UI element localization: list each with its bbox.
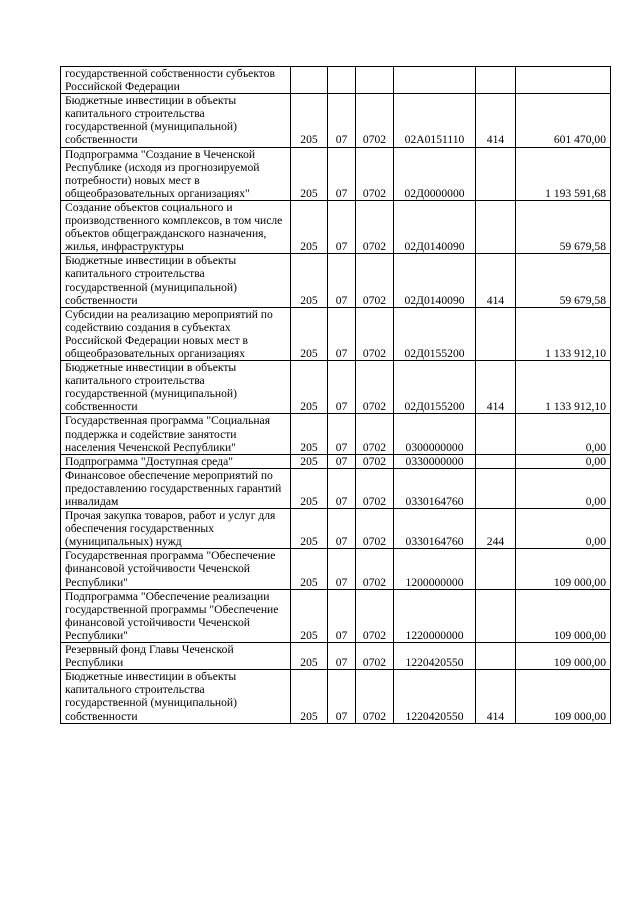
row-csr: 0330000000 xyxy=(394,454,476,468)
row-name: Государственная программа "Обеспечение финансовой устойчивости Чеченской Республики" xyxy=(61,549,291,589)
row-csr: 02Д0155200 xyxy=(394,307,476,360)
row-ved xyxy=(291,67,328,94)
row-rz: 07 xyxy=(328,454,356,468)
row-rz: 07 xyxy=(328,549,356,589)
row-prz: 0702 xyxy=(356,509,394,549)
row-vr xyxy=(476,468,516,508)
row-prz: 0702 xyxy=(356,454,394,468)
row-sum: 0,00 xyxy=(516,414,611,454)
row-ved: 205 xyxy=(291,549,328,589)
row-ved: 205 xyxy=(291,361,328,414)
row-rz: 07 xyxy=(328,414,356,454)
row-csr: 1220000000 xyxy=(394,589,476,642)
table-row xyxy=(61,549,611,589)
row-sum: 1 133 912,10 xyxy=(516,361,611,414)
row-name: Прочая закупка товаров, работ и услуг для обеспечения государственных (муниципальных) нужд xyxy=(61,509,291,549)
row-rz: 07 xyxy=(328,94,356,147)
row-csr: 0300000000 xyxy=(394,414,476,454)
row-name: Подпрограмма "Обеспечение реализации государственной программы "Обеспечение финансовой устойчивости Чеченской Республики" xyxy=(61,589,291,642)
table-row xyxy=(61,361,611,414)
row-name: Бюджетные инвестиции в объекты капитального строительства государственной (муниципальной) собственности xyxy=(61,361,291,414)
row-prz: 0702 xyxy=(356,414,394,454)
row-vr xyxy=(476,67,516,94)
table-row xyxy=(61,454,611,468)
row-prz: 0702 xyxy=(356,200,394,253)
row-prz xyxy=(356,67,394,94)
row-ved: 205 xyxy=(291,509,328,549)
row-name: Бюджетные инвестиции в объекты капитального строительства государственной (муниципальной) собственности xyxy=(61,254,291,307)
row-csr: 1200000000 xyxy=(394,549,476,589)
row-vr: 414 xyxy=(476,670,516,723)
row-name: Бюджетные инвестиции в объекты капитального строительства государственной (муниципальной) собственности xyxy=(61,670,291,723)
row-vr xyxy=(476,200,516,253)
row-csr: 0330164760 xyxy=(394,509,476,549)
table-row xyxy=(61,589,611,642)
row-name: Подпрограмма "Доступная среда" xyxy=(61,454,291,468)
table-row xyxy=(61,509,611,549)
row-prz: 0702 xyxy=(356,589,394,642)
table-row xyxy=(61,200,611,253)
table-row xyxy=(61,67,611,94)
row-rz: 07 xyxy=(328,643,356,670)
row-ved: 205 xyxy=(291,307,328,360)
row-ved: 205 xyxy=(291,454,328,468)
row-name: Субсидии на реализацию мероприятий по содействию создания в субъектах Российской Федерации новых мест в общеобразовательных организациях xyxy=(61,307,291,360)
row-rz: 07 xyxy=(328,670,356,723)
table-row xyxy=(61,254,611,307)
row-prz: 0702 xyxy=(356,307,394,360)
row-vr: 244 xyxy=(476,509,516,549)
row-vr xyxy=(476,643,516,670)
row-csr: 02Д0140090 xyxy=(394,200,476,253)
row-rz: 07 xyxy=(328,468,356,508)
row-sum: 109 000,00 xyxy=(516,643,611,670)
table-row xyxy=(61,670,611,723)
row-csr xyxy=(394,67,476,94)
row-name: Подпрограмма "Создание в Чеченской Республике (исходя из прогнозируемой потребности) новых мест в общеобразовательных организациях" xyxy=(61,147,291,200)
row-ved: 205 xyxy=(291,147,328,200)
row-sum: 109 000,00 xyxy=(516,670,611,723)
row-sum: 109 000,00 xyxy=(516,549,611,589)
row-prz: 0702 xyxy=(356,468,394,508)
table-row xyxy=(61,147,611,200)
row-ved: 205 xyxy=(291,414,328,454)
row-prz: 0702 xyxy=(356,361,394,414)
row-ved: 205 xyxy=(291,589,328,642)
row-rz: 07 xyxy=(328,254,356,307)
row-csr: 02Д0155200 xyxy=(394,361,476,414)
row-sum: 0,00 xyxy=(516,468,611,508)
row-ved: 205 xyxy=(291,94,328,147)
row-ved: 205 xyxy=(291,468,328,508)
row-name: Резервный фонд Главы Чеченской Республики xyxy=(61,643,291,670)
row-sum: 1 133 912,10 xyxy=(516,307,611,360)
row-csr: 02А0151110 xyxy=(394,94,476,147)
row-rz xyxy=(328,67,356,94)
row-vr xyxy=(476,454,516,468)
row-name: Бюджетные инвестиции в объекты капитального строительства государственной (муниципальной) собственности xyxy=(61,94,291,147)
row-prz: 0702 xyxy=(356,670,394,723)
row-prz: 0702 xyxy=(356,643,394,670)
row-csr: 02Д0140090 xyxy=(394,254,476,307)
row-name: Финансовое обеспечение мероприятий по предоставлению государственных гарантий инвалидам xyxy=(61,468,291,508)
row-vr: 414 xyxy=(476,361,516,414)
row-sum: 109 000,00 xyxy=(516,589,611,642)
table-row xyxy=(61,414,611,454)
table-row xyxy=(61,94,611,147)
row-ved: 205 xyxy=(291,643,328,670)
row-ved: 205 xyxy=(291,254,328,307)
budget-document xyxy=(60,66,610,724)
row-vr xyxy=(476,589,516,642)
row-rz: 07 xyxy=(328,200,356,253)
row-name: Государственная программа "Социальная поддержка и содействие занятости населения Чеченской Республики" xyxy=(61,414,291,454)
row-prz: 0702 xyxy=(356,94,394,147)
row-rz: 07 xyxy=(328,589,356,642)
row-csr: 1220420550 xyxy=(394,643,476,670)
row-ved: 205 xyxy=(291,670,328,723)
row-sum: 0,00 xyxy=(516,454,611,468)
row-ved: 205 xyxy=(291,200,328,253)
row-sum: 59 679,58 xyxy=(516,254,611,307)
table-row xyxy=(61,468,611,508)
row-sum: 59 679,58 xyxy=(516,200,611,253)
row-csr: 1220420550 xyxy=(394,670,476,723)
row-csr: 02Д0000000 xyxy=(394,147,476,200)
budget-table xyxy=(60,66,611,724)
row-name: Создание объектов социального и производственного комплексов, в том числе объектов общегражданского назначения, жилья, инфраструктуры xyxy=(61,200,291,253)
row-sum: 601 470,00 xyxy=(516,94,611,147)
row-vr xyxy=(476,549,516,589)
table-row xyxy=(61,643,611,670)
row-prz: 0702 xyxy=(356,549,394,589)
row-sum: 1 193 591,68 xyxy=(516,147,611,200)
row-rz: 07 xyxy=(328,307,356,360)
row-prz: 0702 xyxy=(356,254,394,307)
row-rz: 07 xyxy=(328,361,356,414)
row-sum xyxy=(516,67,611,94)
row-vr: 414 xyxy=(476,94,516,147)
row-rz: 07 xyxy=(328,147,356,200)
row-vr xyxy=(476,307,516,360)
row-vr xyxy=(476,147,516,200)
row-vr: 414 xyxy=(476,254,516,307)
row-vr xyxy=(476,414,516,454)
row-name: государственной собственности субъектов Российской Федерации xyxy=(61,67,291,94)
row-prz: 0702 xyxy=(356,147,394,200)
table-row xyxy=(61,307,611,360)
row-sum: 0,00 xyxy=(516,509,611,549)
row-csr: 0330164760 xyxy=(394,468,476,508)
row-rz: 07 xyxy=(328,509,356,549)
